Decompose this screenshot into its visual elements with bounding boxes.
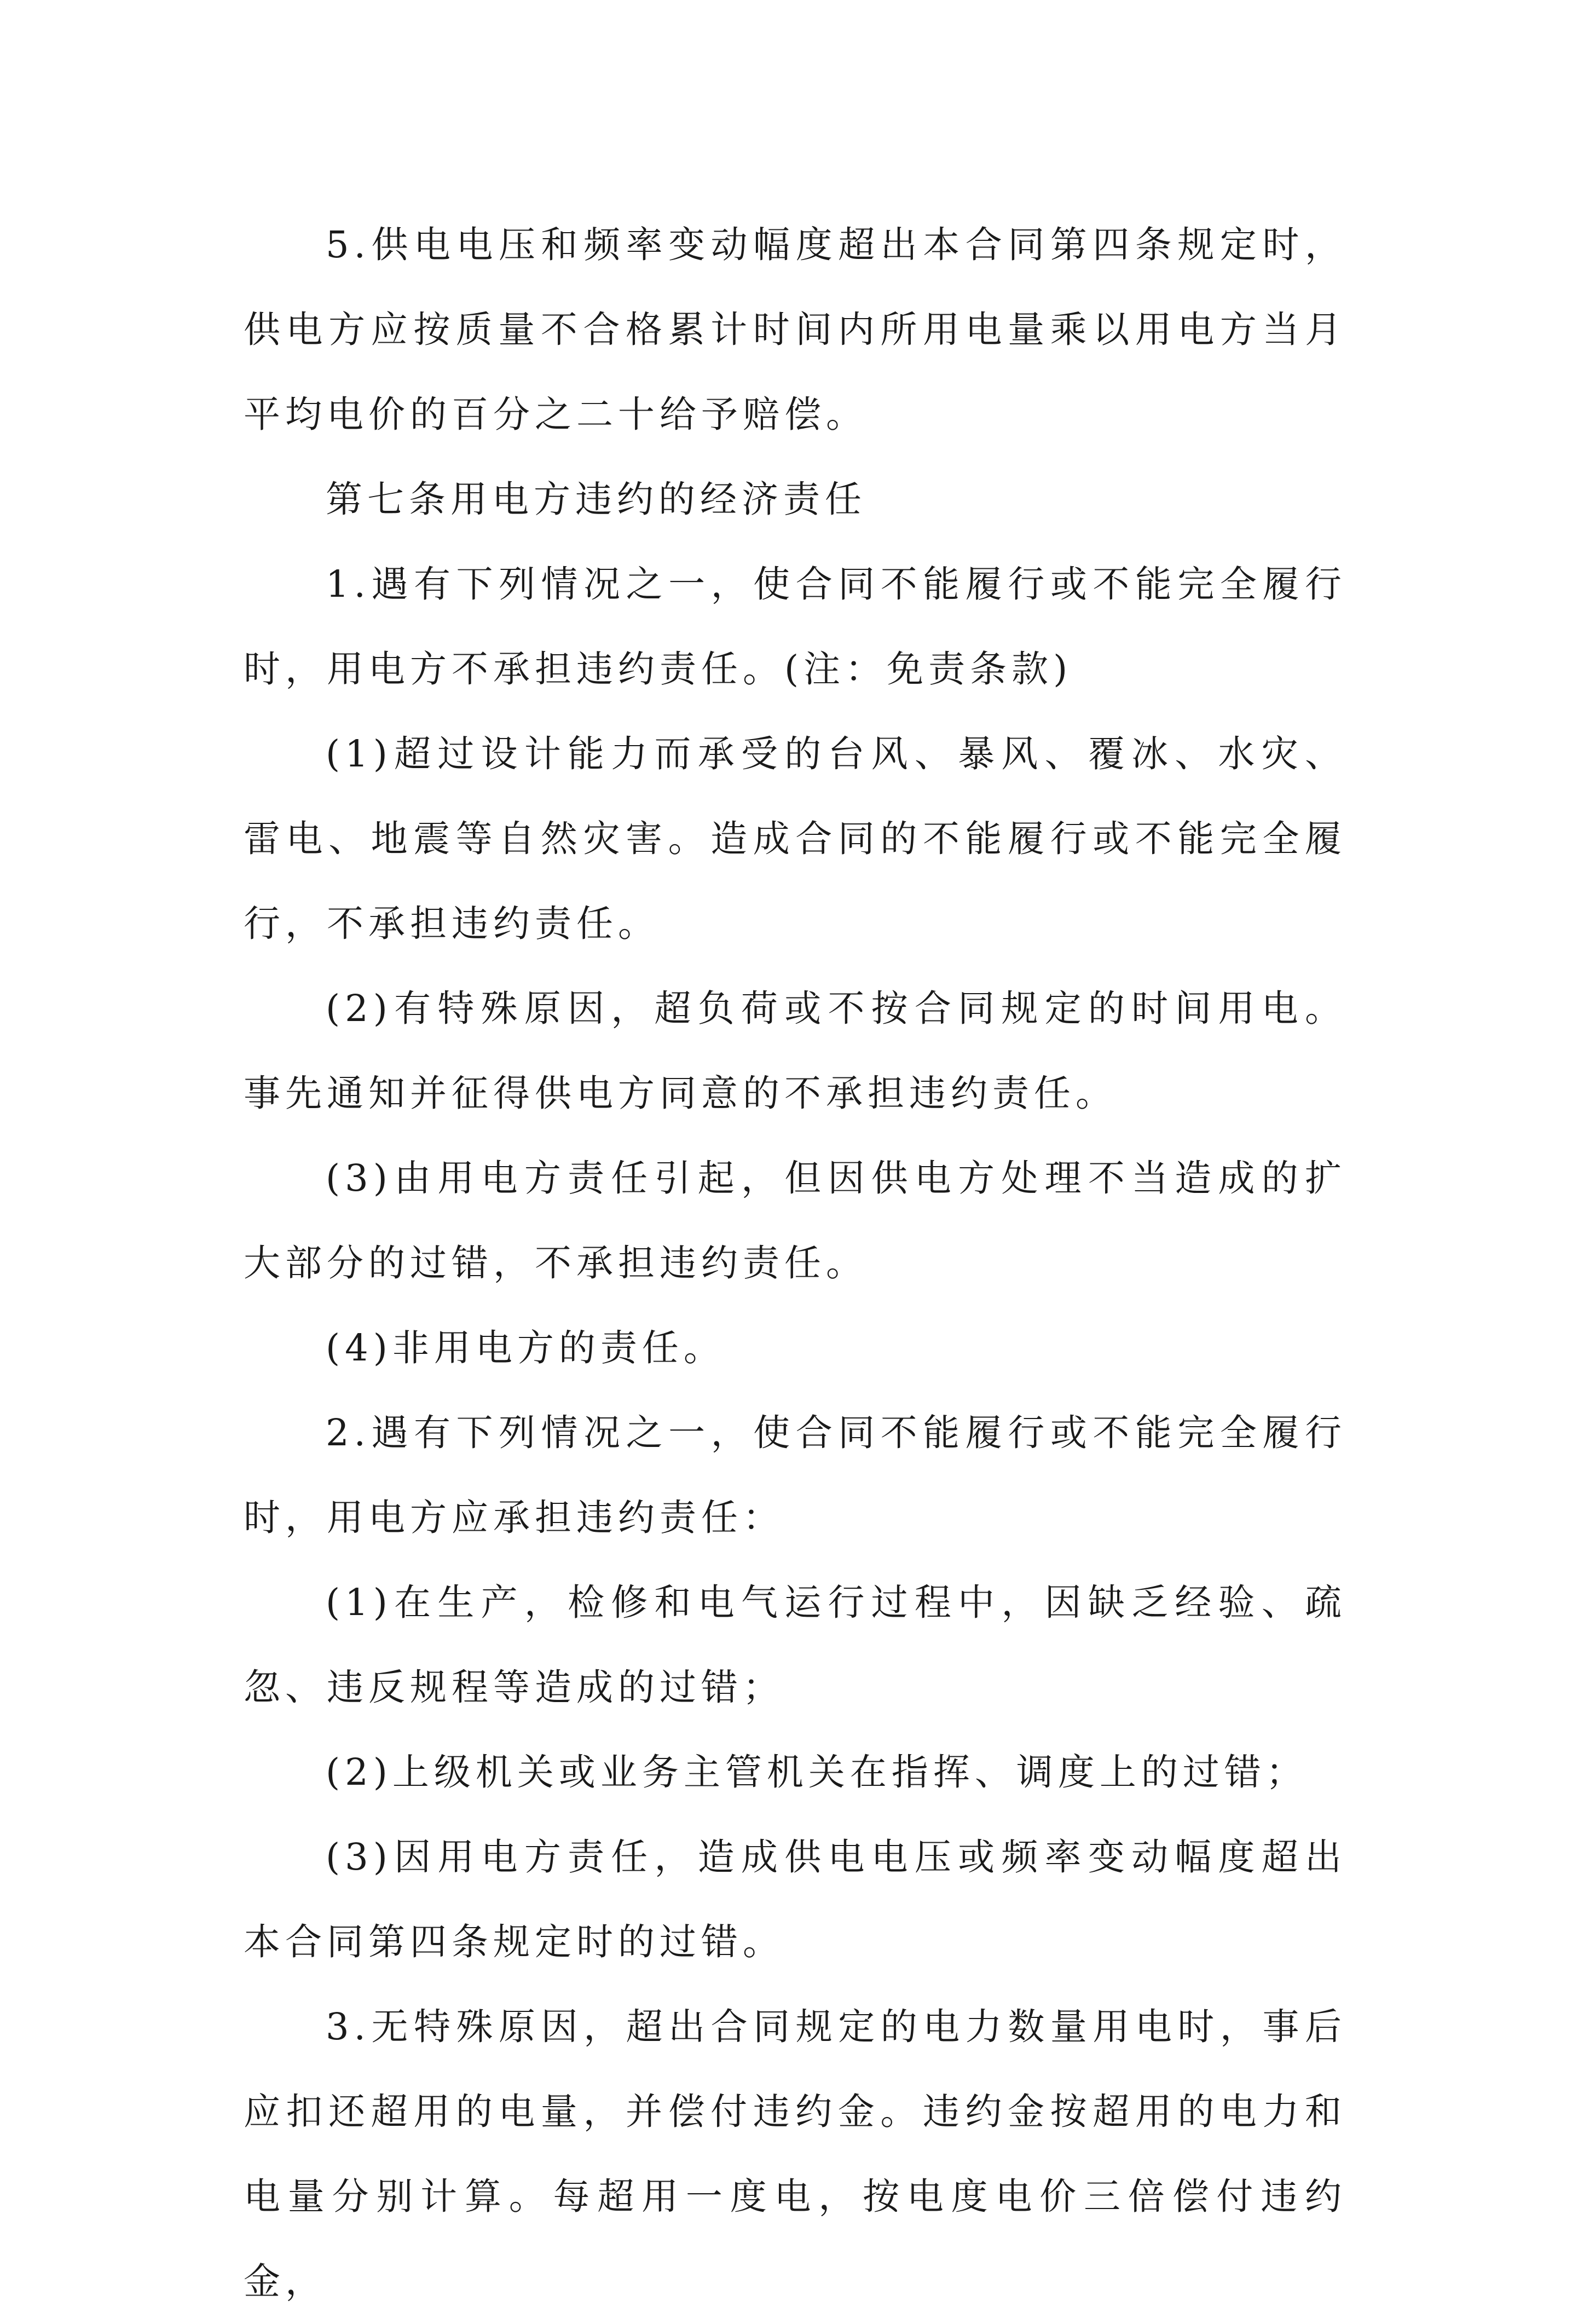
paragraph-clause-2-item-1: (1)在生产，检修和电气运行过程中，因缺乏经验、疏忽、违反规程等造成的过错； xyxy=(244,1581,1346,1709)
paragraph-clause-1-item-2: (2)有特殊原因，超负荷或不按合同规定的时间用电。事先通知并征得供电方同意的不承担违约责任。 xyxy=(244,987,1346,1115)
paragraph-clause-2-item-3: (3)因用电方责任，造成供电电压或频率变动幅度超出本合同第四条规定时的过错。 xyxy=(244,1836,1346,1963)
paragraph-supply-voltage-compensation: 5.供电电压和频率变动幅度超出本合同第四条规定时，供电方应按质量不合格累计时间内所用电量乘以用电方当月平均电价的百分之二十给予赔偿。 xyxy=(244,223,1346,436)
paragraph-clause-3: 3.无特殊原因，超出合同规定的电力数量用电时，事后应扣还超用的电量，并偿付违约金。违约金按超用的电力和电量分别计算。每超用一度电，按电度电价三倍偿付违约金， xyxy=(244,2005,1346,2303)
paragraph-clause-1: 1.遇有下列情况之一，使合同不能履行或不能完全履行时，用电方不承担违约责任。(注：免责条款) xyxy=(244,563,1346,690)
paragraph-clause-2-item-2: (2)上级机关或业务主管机关在指挥、调度上的过错； xyxy=(326,1751,1308,1794)
paragraph-clause-2: 2.遇有下列情况之一，使合同不能履行或不能完全履行时，用电方应承担违约责任： xyxy=(244,1411,1346,1539)
paragraph-clause-1-item-1: (1)超过设计能力而承受的台风、暴风、覆冰、水灾、雷电、地震等自然灾害。造成合同的不能履行或不能完全履行，不承担违约责任。 xyxy=(244,733,1346,945)
paragraph-clause-1-item-3: (3)由用电方责任引起，但因供电方处理不当造成的扩大部分的过错，不承担违约责任。 xyxy=(244,1157,1346,1284)
section-heading-article-7: 第七条用电方违约的经济责任 xyxy=(326,478,866,521)
contract-body xyxy=(244,203,1346,2324)
paragraph-clause-1-item-4: (4)非用电方的责任。 xyxy=(326,1327,725,1369)
